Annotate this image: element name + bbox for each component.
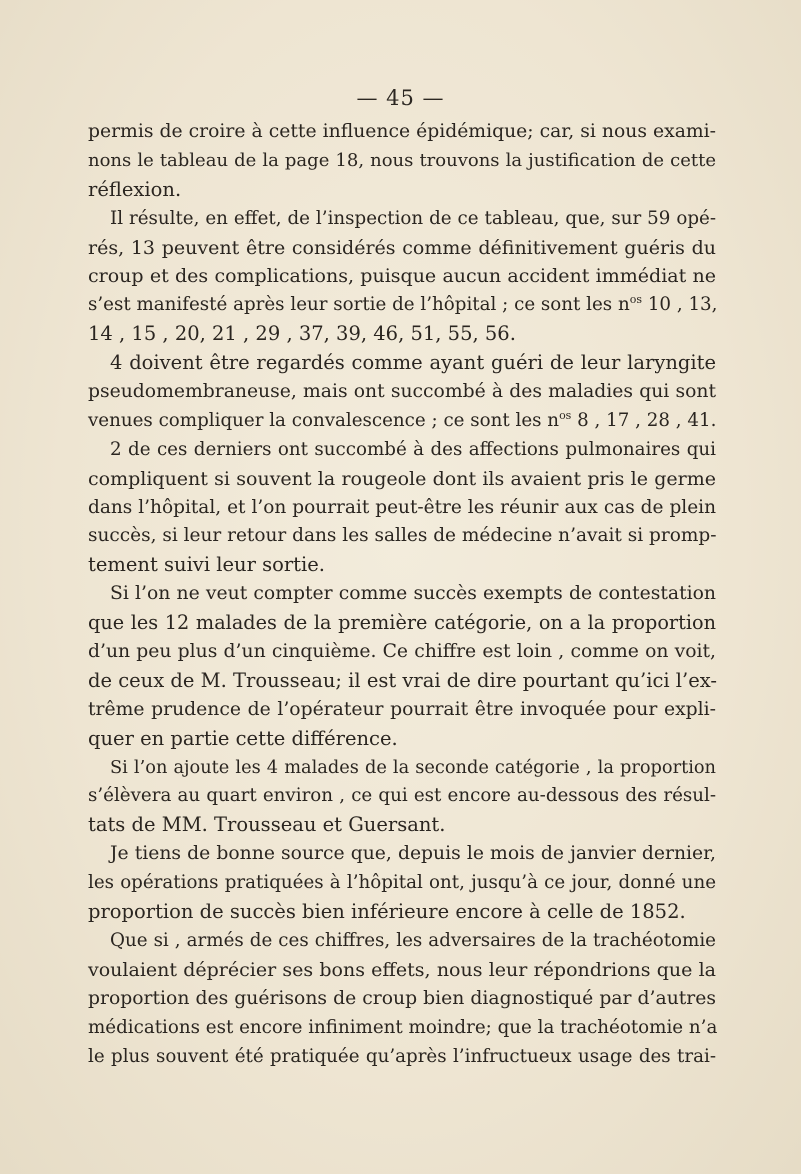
text-line-content: s’élèvera au quart environ , ce qui est encore au-dessous des résul-: [88, 785, 716, 807]
text-line-content: Il résulte, en effet, de l’inspection de ce tableau, que, sur 59 opé-: [110, 207, 716, 229]
text-line-content: Je tiens de bonne source que, depuis le mois de janvier dernier,: [110, 843, 716, 865]
text-line: [88, 725, 716, 754]
text-line: [88, 580, 716, 609]
text-line-content: croup et des complications, puisque aucun accident immédiat ne: [88, 265, 716, 288]
text-line-content: voulaient déprécier ses bons effets, nous leur répondrions que la: [88, 958, 716, 981]
text-line-content: réflexion.: [88, 177, 182, 201]
text-line: [88, 927, 716, 956]
text-line: [88, 320, 716, 349]
text-line-content: rés, 13 peuvent être considérés comme définitivement guéris du: [88, 236, 716, 259]
text-line: [88, 147, 716, 176]
text-line: [88, 696, 716, 725]
text-line: [88, 956, 716, 985]
text-line-content: pseudomembraneuse, mais ont succombé à des maladies qui sont: [88, 381, 716, 403]
text-line: [88, 378, 716, 407]
text-line-content: venues compliquer la convalescence ; ce sont les n: [88, 409, 560, 431]
text-line-content: tats de MM. Trousseau et Guersant.: [88, 813, 446, 837]
text-line: [88, 840, 716, 869]
text-line: [88, 349, 716, 378]
text-line-content: proportion de succès bien inférieure encore à celle de 1852.: [88, 900, 686, 924]
text-line: [88, 291, 716, 320]
text-line: [88, 494, 716, 523]
text-line-content: trême prudence de l’opérateur pourrait être invoquée pour expli-: [88, 698, 716, 720]
text-line: [88, 262, 716, 291]
text-line-continuation: 10 , 13,: [642, 294, 718, 316]
text-line: [88, 436, 716, 465]
text-line: [88, 609, 716, 638]
text-line: [88, 811, 716, 840]
text-line-content: Que si , armés de ces chiffres, les adversaires de la trachéotomie: [110, 929, 716, 951]
text-line: [88, 118, 716, 147]
text-line-content: succès, si leur retour dans les salles de médecine n’avait si promp-: [88, 525, 717, 547]
text-line-content: d’un peu plus d’un cinquième. Ce chiffre est loin , comme on voit,: [88, 641, 716, 663]
text-line-content: s’est manifesté après leur sortie de l’hôpital ; ce sont les n: [88, 294, 630, 316]
text-line-content: Si l’on ajoute les 4 malades de la seconde catégorie , la proportion: [110, 757, 716, 778]
text-line-content: proportion des guérisons de croup bien diagnostiqué par d’autres: [88, 987, 716, 1009]
text-line-content: 4 doivent être regardés comme ayant guéri de leur laryngite: [110, 351, 716, 375]
text-line-content: médications est encore infiniment moindre; que la trachéotomie n’a: [88, 1016, 718, 1038]
text-line-content: permis de croire à cette influence épidémique; car, si nous exami-: [88, 121, 716, 142]
text-line-content: de ceux de M. Trousseau; il est vrai de dire pourtant qu’ici l’ex-: [88, 668, 718, 692]
text-line: [88, 898, 716, 927]
superscript: os: [559, 408, 572, 422]
text-line-content: tement suivi leur sortie.: [88, 553, 325, 577]
text-line-content: que les 12 malades de la première catégorie, on a la proportion: [88, 611, 716, 635]
text-line-content: Si l’on ne veut compter comme succès exempts de contestation: [110, 583, 716, 605]
text-line: [88, 754, 716, 783]
text-line: [88, 1014, 716, 1043]
text-line-content: 2 de ces derniers ont succombé à des affections pulmonaires qui: [110, 438, 716, 460]
text-line: [88, 551, 716, 580]
text-line: [88, 869, 716, 898]
page-number: — 45 —: [356, 86, 445, 110]
text-line-content: 14 , 15 , 20, 21 , 29 , 37, 39, 46, 51, 55, 56.: [88, 322, 516, 346]
text-line: [88, 522, 716, 551]
text-line-continuation: 8 , 17 , 28 , 41.: [571, 409, 717, 431]
text-line-content: nons le tableau de la page 18, nous trouvons la justification de cette: [88, 149, 716, 171]
superscript: os: [629, 293, 643, 307]
text-line: [88, 234, 716, 263]
text-line-content: quer en partie cette différence.: [88, 726, 398, 750]
text-line: [88, 1043, 716, 1072]
text-line: [88, 176, 716, 205]
text-line: [88, 782, 716, 811]
body-text: [88, 118, 716, 1071]
text-line: [88, 465, 716, 494]
text-line-content: les opérations pratiquées à l’hôpital ont, jusqu’à ce jour, donné une: [88, 872, 716, 894]
text-line-content: compliquent si souvent la rougeole dont ils avaient pris le germe: [88, 467, 716, 490]
text-line: [88, 205, 716, 234]
text-line: [88, 638, 716, 667]
text-line: [88, 985, 716, 1014]
text-line-content: le plus souvent été pratiquée qu’après l’infructueux usage des trai-: [88, 1045, 716, 1067]
text-line: [88, 407, 716, 436]
text-line-content: dans l’hôpital, et l’on pourrait peut-être les réunir aux cas de plein: [88, 496, 716, 518]
text-line: [88, 667, 716, 696]
